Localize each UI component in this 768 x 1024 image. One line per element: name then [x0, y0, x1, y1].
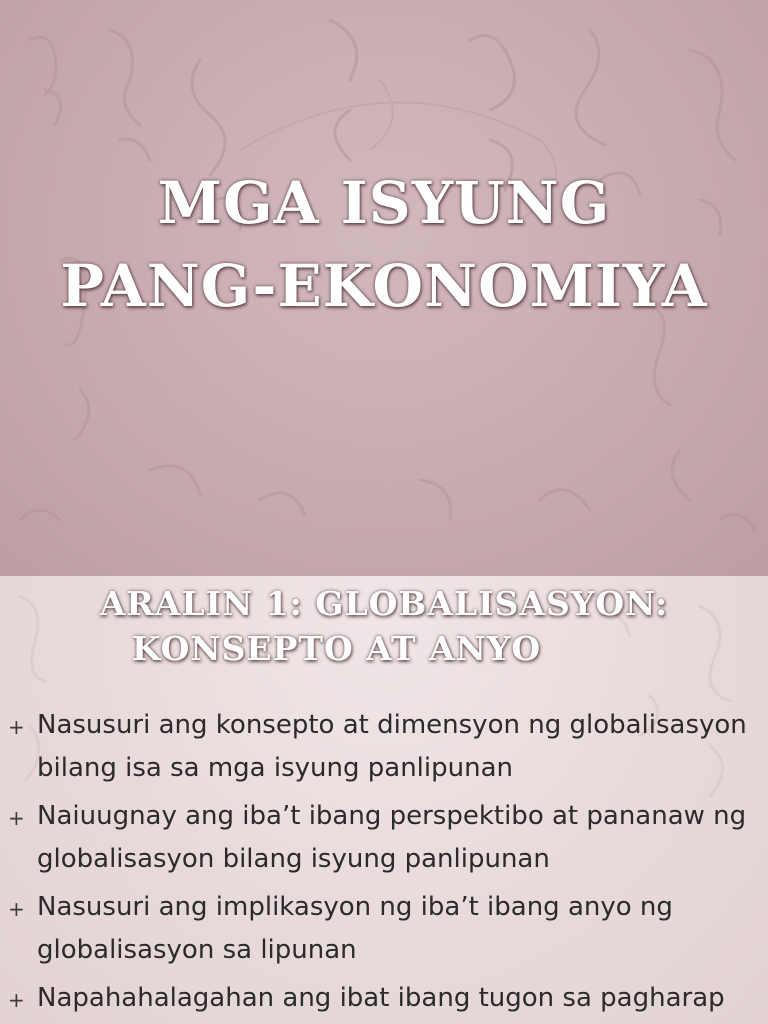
lesson-heading: [0, 581, 768, 671]
lesson-heading-line-2: KONSEPTO AT ANYO: [131, 629, 542, 668]
list-item: [0, 704, 768, 790]
objective-text: Naiuugnay ang iba’t ibang perspektibo at pananaw ng globalisasyon bilang isyung panlipunan: [37, 801, 747, 874]
title-line-2: PANG-EKONOMIYA: [60, 252, 708, 320]
plus-bullet-icon: +: [8, 715, 25, 739]
objectives-list: [0, 704, 768, 1024]
lesson-heading-line-1: ARALIN 1: GLOBALISASYON:: [99, 584, 669, 623]
list-item: [0, 977, 768, 1020]
objective-text: Nasusuri ang implikasyon ng iba’t ibang anyo ng globalisasyon sa lipunan: [37, 892, 673, 965]
objective-text: Nasusuri ang konsepto at dimensyon ng globalisasyon bilang isa sa mga isyung panlipunan: [37, 710, 747, 783]
plus-bullet-icon: +: [8, 806, 25, 830]
presentation-title: [0, 162, 768, 328]
plus-bullet-icon: +: [8, 897, 25, 921]
title-line-1: MGA ISYUNG: [157, 169, 611, 237]
list-item: [0, 886, 768, 972]
objective-text: Napahahalagahan ang ibat ibang tugon sa pagharap: [37, 983, 725, 1013]
plus-bullet-icon: +: [8, 988, 25, 1012]
list-item: [0, 795, 768, 881]
